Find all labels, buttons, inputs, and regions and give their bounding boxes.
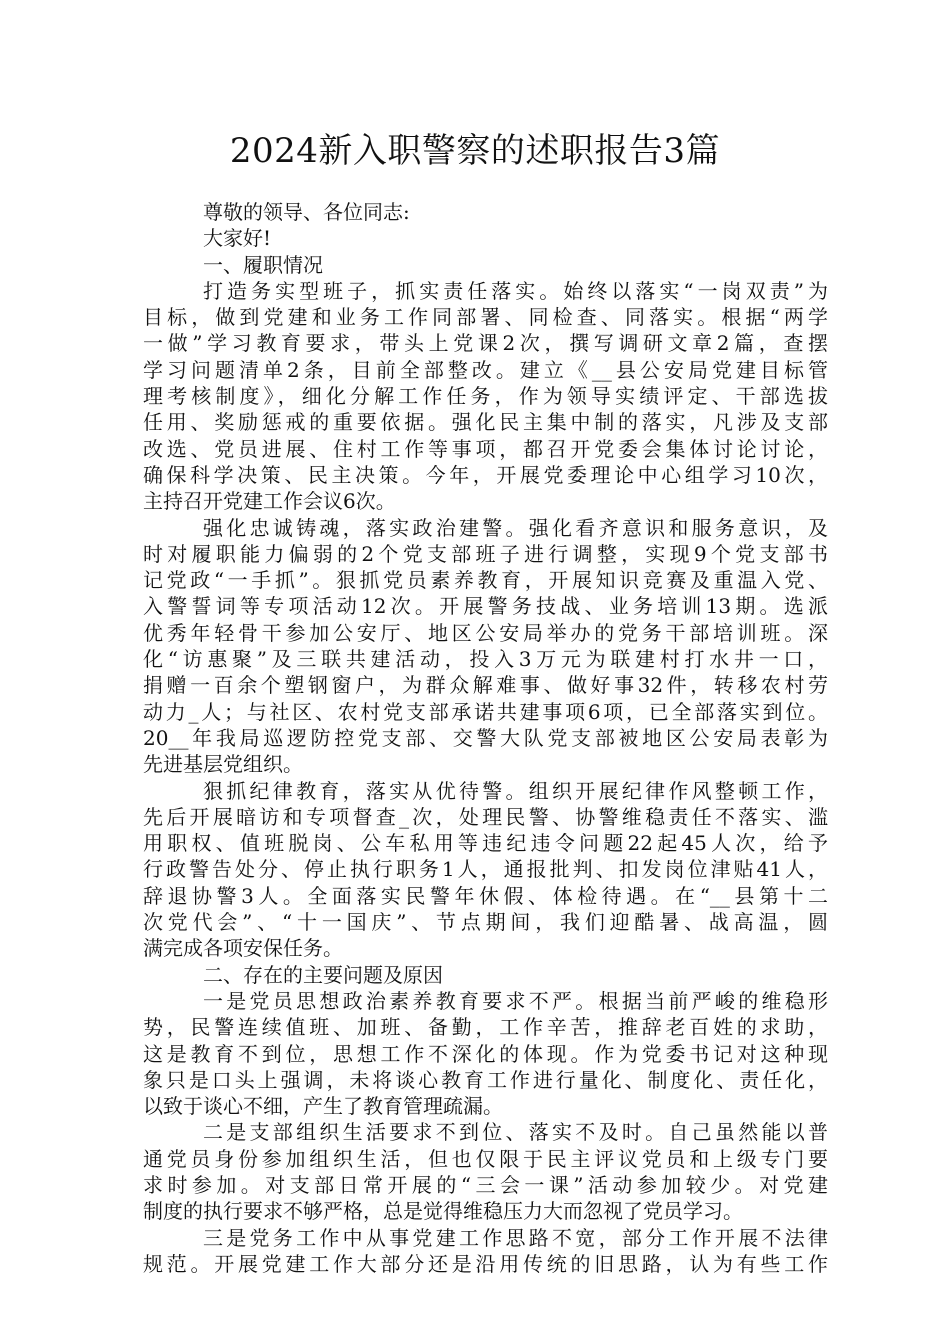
paragraph-line: 动力_人；与社区、农村党支部承诺共建事项6项，已全部落实到位。 <box>143 699 828 724</box>
paragraph-line: 20__年我局巡逻防控党支部、交警大队党支部被地区公安局表彰为 <box>143 725 828 750</box>
paragraph-line: 理考核制度》，细化分解工作任务，作为领导实绩评定、干部选拔 <box>143 384 828 409</box>
paragraph-line: 二是支部组织生活要求不到位、落实不及时。自己虽然能以普 <box>203 1120 828 1145</box>
paragraph-line: 以致于谈心不细，产生了教育管理疏漏。 <box>143 1094 503 1119</box>
paragraph-line: 入警誓词等专项活动12次。开展警务技战、业务培训13期。选派 <box>143 594 828 619</box>
paragraph-line: 次党代会”、“十一国庆”、节点期间，我们迎酷暑、战高温，圆 <box>143 910 828 935</box>
paragraph-line: 确保科学决策、民主决策。今年，开展党委理论中心组学习10次， <box>143 462 828 487</box>
paragraph-line: 满完成各项安保任务。 <box>143 936 343 961</box>
paragraph-line: 一做”学习教育要求，带头上党课2次，撰写调研文章2篇，查摆 <box>143 331 828 356</box>
paragraph-line: 主持召开党建工作会议6次。 <box>143 489 396 514</box>
paragraph-line: 优秀年轻骨干参加公安厅、地区公安局举办的党务干部培训班。深 <box>143 620 828 645</box>
paragraph-line: 记党政“一手抓”。狠抓党员素养教育，开展知识竞赛及重温入党、 <box>143 568 828 593</box>
greeting-line: 大家好! <box>203 226 272 251</box>
document-body <box>143 199 828 1277</box>
paragraph-line: 时对履职能力偏弱的2个党支部班子进行调整，实现9个党支部书 <box>143 541 828 566</box>
paragraph-line: 目标，做到党建和业务工作同部署、同检查、同落实。根据“两学 <box>143 305 828 330</box>
section-heading: 一、履职情况 <box>203 252 323 277</box>
paragraph-line: 规范。开展党建工作大部分还是沿用传统的旧思路，认为有些工作 <box>143 1251 828 1276</box>
paragraph-line: 狠抓纪律教育，落实从优待警。组织开展纪律作风整顿工作， <box>203 778 828 803</box>
paragraph-line: 一是党员思想政治素养教育要求不严。根据当前严峻的维稳形 <box>203 988 828 1013</box>
paragraph-line: 用职权、值班脱岗、公车私用等违纪违令问题22起45人次，给予 <box>143 831 828 856</box>
paragraph-line: 任用、奖励惩戒的重要依据。强化民主集中制的落实，凡涉及支部 <box>143 410 828 435</box>
section-heading: 二、存在的主要问题及原因 <box>203 962 443 987</box>
paragraph-line: 化“访惠聚”及三联共建活动，投入3万元为联建村打水井一口， <box>143 647 828 672</box>
paragraph-line: 先进基层党组织。 <box>143 752 303 777</box>
paragraph-line: 制度的执行要求不够严格，总是觉得维稳压力大而忽视了党员学习。 <box>143 1199 743 1224</box>
paragraph-line: 通党员身份参加组织生活，但也仅限于民主评议党员和上级专门要 <box>143 1146 828 1171</box>
paragraph-line: 这是教育不到位，思想工作不深化的体现。作为党委书记对这种现 <box>143 1041 828 1066</box>
paragraph-line: 三是党务工作中从事党建工作思路不宽，部分工作开展不法律 <box>203 1225 828 1250</box>
paragraph-line: 求时参加。对支部日常开展的“三会一课”活动参加较少。对党建 <box>143 1172 828 1197</box>
paragraph-line: 学习问题清单2条，目前全部整改。建立《__县公安局党建目标管 <box>143 357 828 382</box>
paragraph-line: 势，民警连续值班、加班、备勤，工作辛苦，推辞老百姓的求助， <box>143 1015 828 1040</box>
paragraph-line: 先后开展暗访和专项督查_次，处理民警、协警维稳责任不落实、滥 <box>143 804 828 829</box>
paragraph-line: 强化忠诚铸魂，落实政治建警。强化看齐意识和服务意识，及 <box>203 515 828 540</box>
paragraph-line: 改选、党员进展、住村工作等事项，都召开党委会集体讨论讨论， <box>143 436 828 461</box>
paragraph-line: 象只是口头上强调，未将谈心教育工作进行量化、制度化、责任化， <box>143 1067 828 1092</box>
document-title: 2024新入职警察的述职报告3篇 <box>229 131 721 171</box>
paragraph-line: 捐赠一百余个塑钢窗户，为群众解难事、做好事32件，转移农村劳 <box>143 673 828 698</box>
paragraph-line: 行政警告处分、停止执行职务1人，通报批判、扣发岗位津贴41人， <box>143 857 828 882</box>
paragraph-line: 打造务实型班子，抓实责任落实。始终以落实“一岗双责”为 <box>203 278 828 303</box>
salutation-line: 尊敬的领导、各位同志: <box>203 200 410 224</box>
paragraph-line: 辞退协警3人。全面落实民警年休假、体检待遇。在“__县第十二 <box>143 883 828 908</box>
